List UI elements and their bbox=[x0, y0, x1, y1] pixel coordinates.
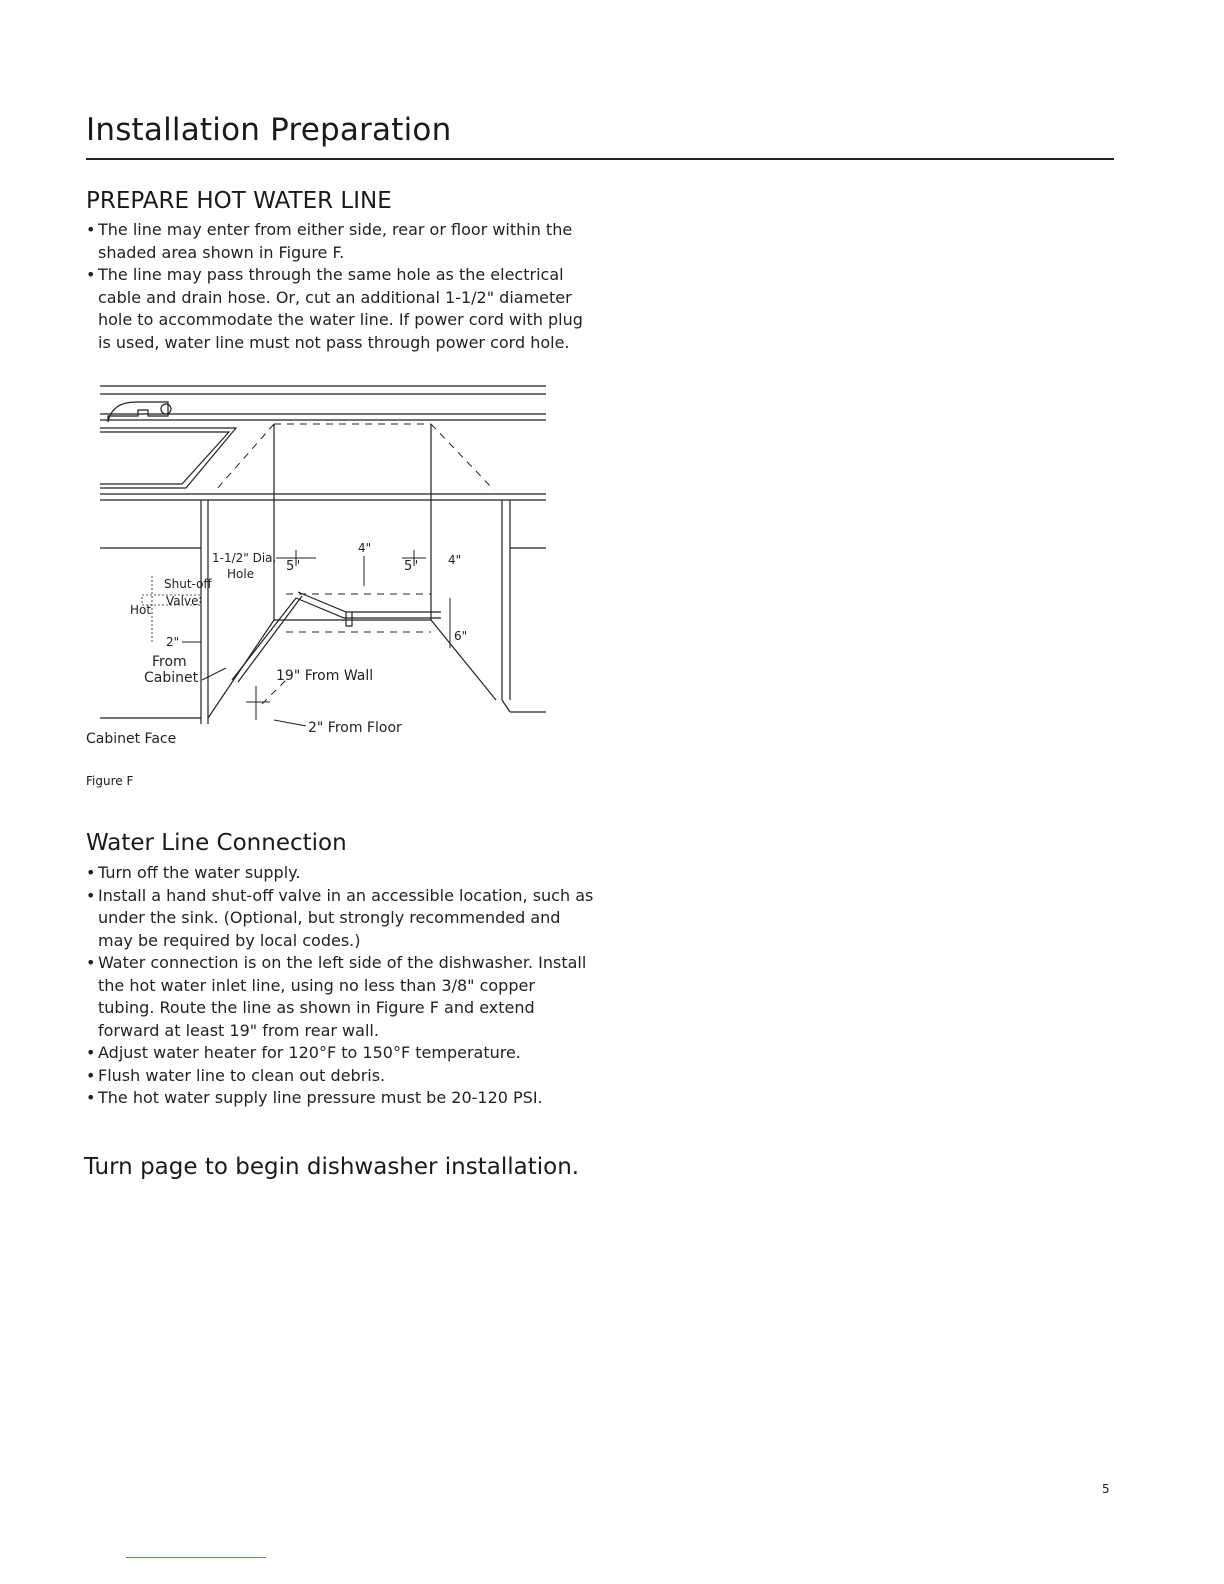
four-inch-right-label: 4" bbox=[448, 553, 462, 567]
title-divider bbox=[86, 158, 1114, 160]
list-item: • Turn off the water supply. bbox=[86, 862, 596, 885]
shutoff-label: Shut-off bbox=[164, 577, 212, 591]
prepare-hot-water-list bbox=[86, 219, 586, 354]
from-floor-label: 2" From Floor bbox=[308, 720, 402, 736]
water-line-connection-list bbox=[86, 862, 596, 1110]
page-number: 5 bbox=[1102, 1482, 1110, 1496]
list-item: • The hot water supply line pressure must be 20-120 PSI. bbox=[86, 1087, 596, 1110]
two-inch-label: 2" bbox=[166, 635, 180, 649]
five-inch-left-label: 5" bbox=[286, 559, 301, 574]
four-inch-top-label: 4" bbox=[358, 541, 372, 555]
from-label: From bbox=[152, 654, 187, 670]
cabinet-face-label: Cabinet Face bbox=[86, 731, 177, 747]
list-item: • The line may pass through the same hole as the electrical cable and drain hose. Or, cut an additional 1-1/2" diameter hole to accommodate the water line. If power cord with plug is used, water line must not pass through power cord hole. bbox=[86, 264, 586, 354]
prepare-hot-water-heading: PREPARE HOT WATER LINE bbox=[86, 188, 392, 214]
list-item: • Adjust water heater for 120°F to 150°F temperature. bbox=[86, 1042, 596, 1065]
six-inch-label: 6" bbox=[454, 629, 468, 643]
hot-label: Hot bbox=[130, 603, 152, 617]
list-item: • Flush water line to clean out debris. bbox=[86, 1065, 596, 1088]
water-line-connection-heading: Water Line Connection bbox=[86, 830, 347, 856]
figure-caption: Figure F bbox=[86, 774, 134, 788]
from-wall-label: 19" From Wall bbox=[276, 668, 374, 684]
turn-page-note: Turn page to begin dishwasher installation. bbox=[84, 1154, 580, 1180]
five-inch-right-label: 5" bbox=[404, 559, 419, 574]
list-item: • Water connection is on the left side of the dishwasher. Install the hot water inlet line, using no less than 3/8" copper tubing. Route the line as shown in Figure F and extend forward at least 19" from rear wall. bbox=[86, 952, 596, 1042]
water-line-diagram bbox=[86, 380, 556, 760]
valve-label: Valve bbox=[166, 594, 199, 608]
list-item: • Install a hand shut-off valve in an accessible location, such as under the sink. (Optional, but strongly recommended and may be required by local codes.) bbox=[86, 885, 596, 953]
hole-label-line1: 1-1/2" Dia. bbox=[212, 551, 277, 565]
hole-label-line2: Hole bbox=[227, 567, 255, 581]
bottom-divider bbox=[126, 1557, 266, 1558]
cabinet-label: Cabinet bbox=[144, 670, 199, 686]
page-title: Installation Preparation bbox=[86, 112, 452, 148]
list-item: • The line may enter from either side, rear or floor within the shaded area shown in Figure F. bbox=[86, 219, 586, 264]
